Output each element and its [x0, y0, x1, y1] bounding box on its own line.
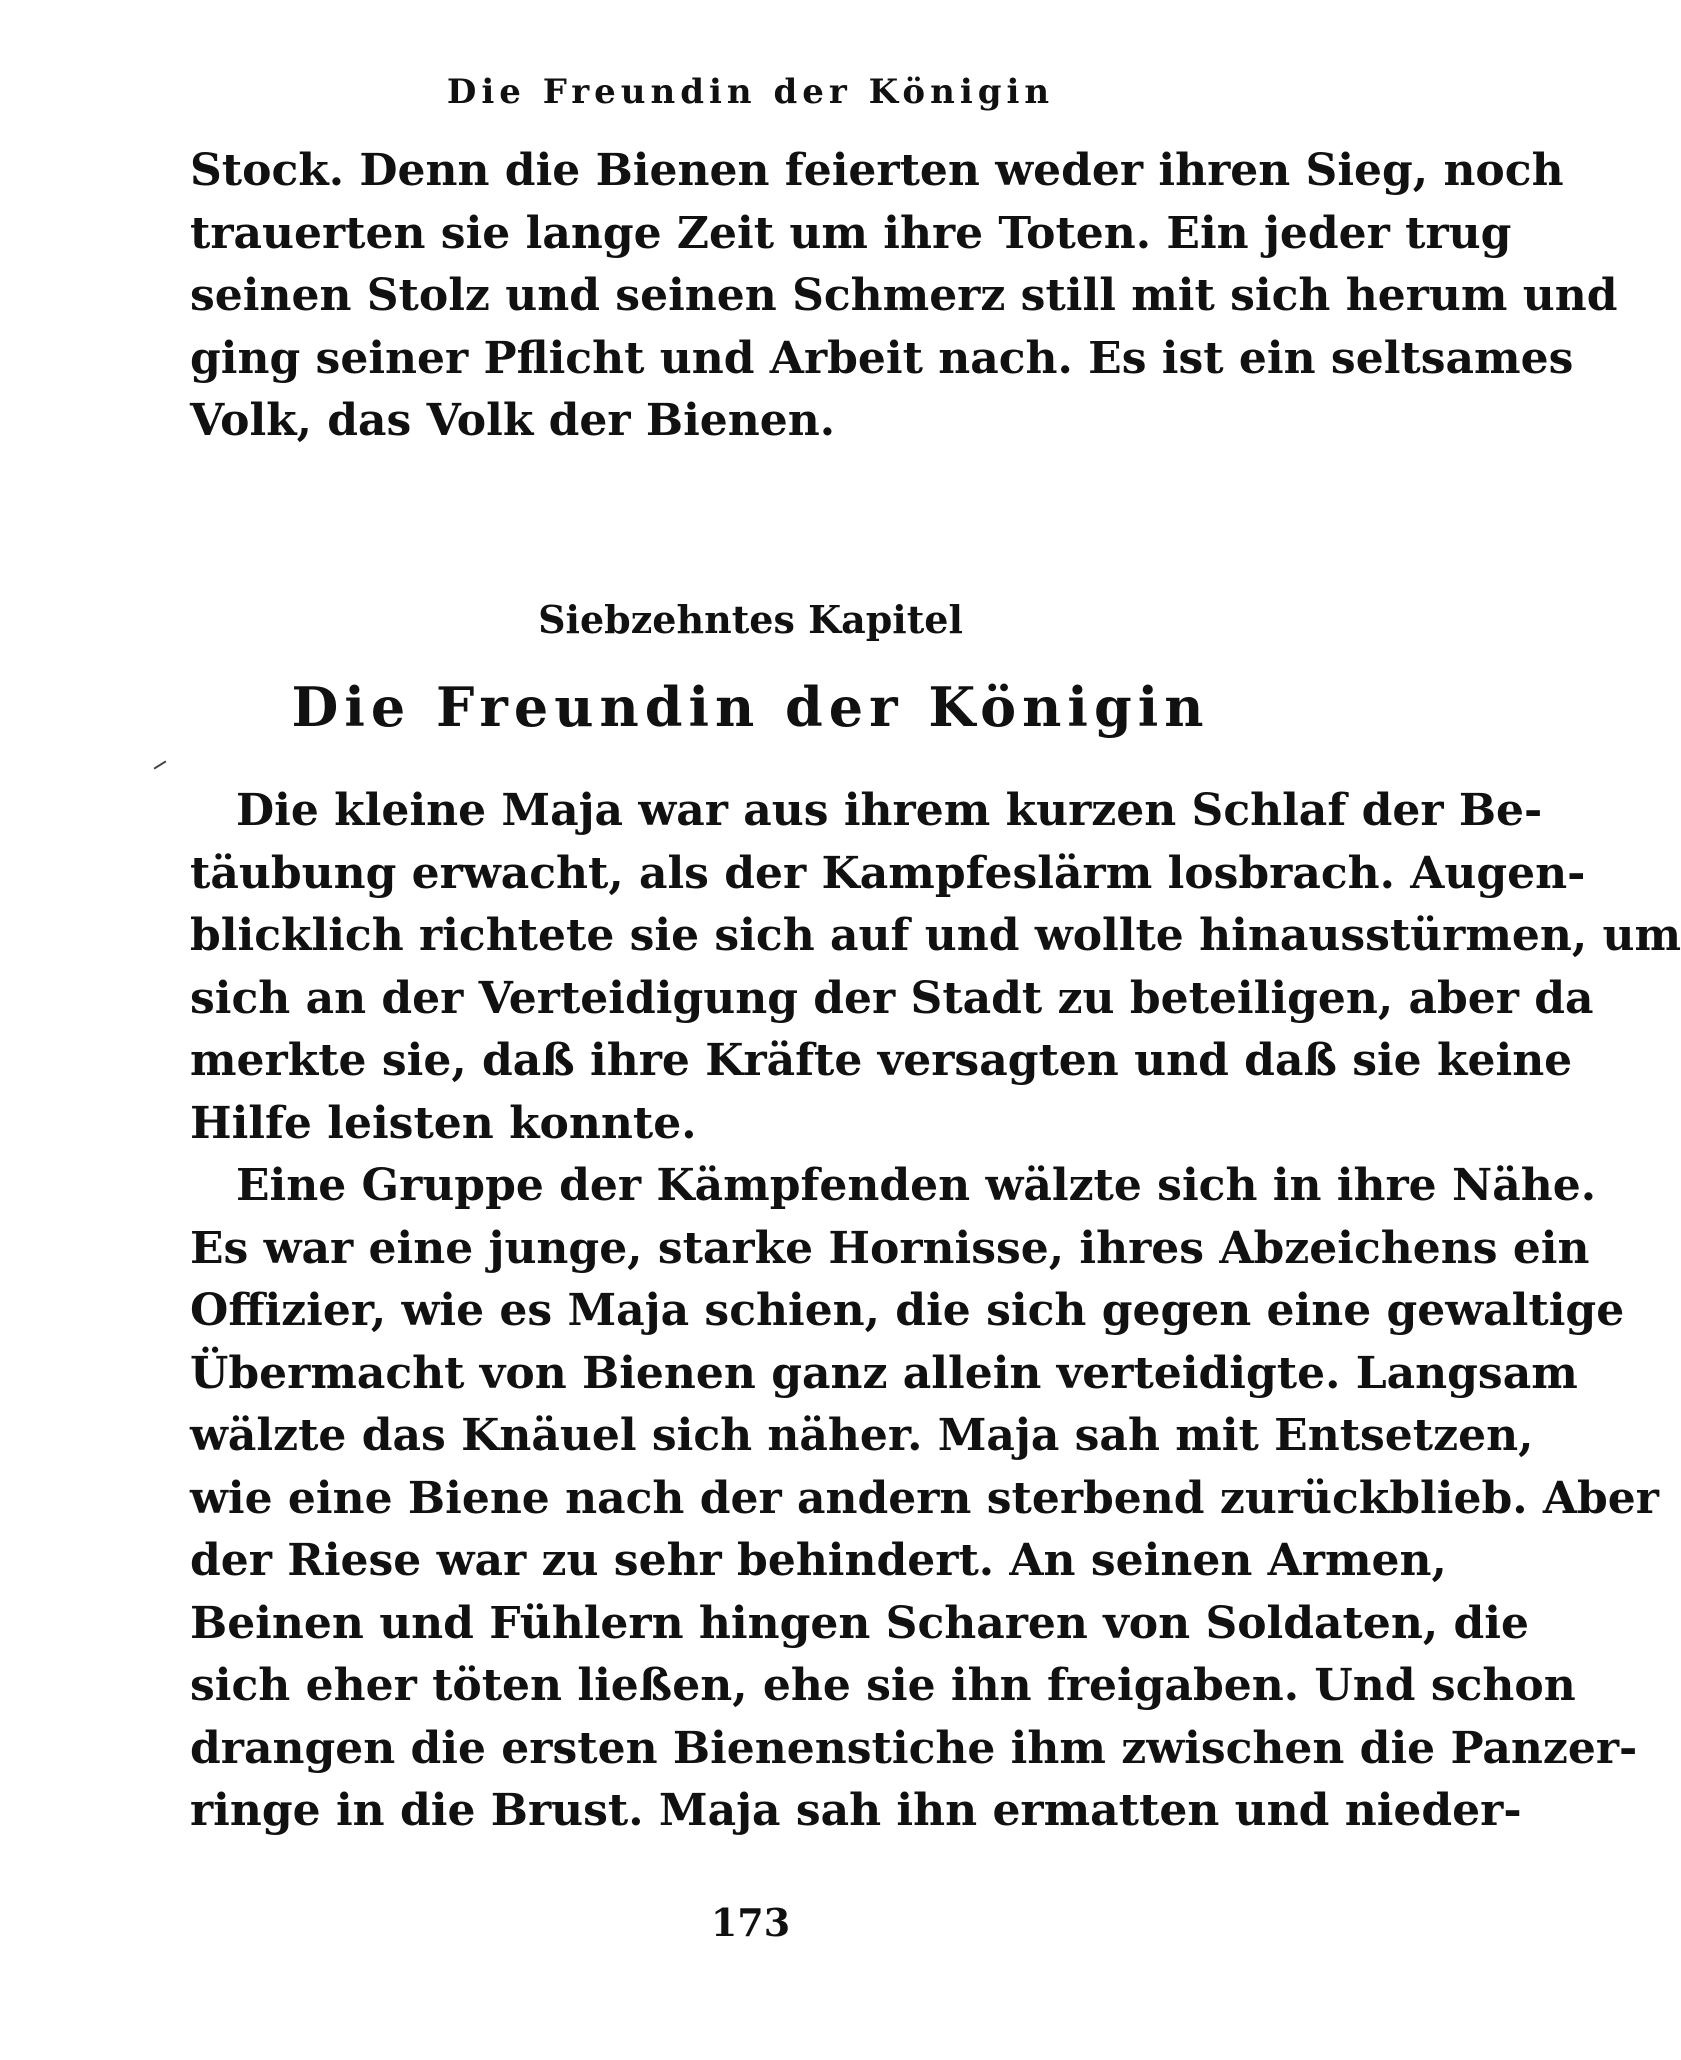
text-line: Hilfe leisten konnte.: [190, 1097, 697, 1149]
text-line: täubung erwacht, als der Kampfeslärm losbrach. Augen-: [190, 847, 1586, 899]
text-line: Es war eine junge, starke Hornisse, ihres Abzeichens ein: [190, 1222, 1590, 1274]
text-line: ging seiner Pflicht und Arbeit nach. Es ist ein seltsames: [190, 332, 1574, 384]
text-line: sich eher töten ließen, ehe sie ihn freigaben. Und schon: [190, 1660, 1576, 1711]
text-line: seinen Stolz und seinen Schmerz still mit sich herum und: [190, 270, 1618, 321]
text-line: wie eine Biene nach der andern sterbend zurückblieb. Aber: [190, 1472, 1659, 1524]
chapter-body: [190, 780, 1681, 1843]
text-line: Übermacht von Bienen ganz allein verteidigte. Langsam: [190, 1347, 1578, 1399]
chapter-number: Siebzehntes Kapitel: [538, 597, 963, 642]
stray-mark: [154, 760, 167, 769]
page-number: 173: [710, 1900, 791, 1945]
running-header: Die Freundin der Königin: [446, 72, 1055, 112]
text-line: wälzte das Knäuel sich näher. Maja sah mit Entsetzen,: [190, 1410, 1534, 1461]
text-line: Beinen und Fühlern hingen Scharen von Soldaten, die: [190, 1597, 1529, 1649]
text-line: ringe in die Brust. Maja sah ihn ermatten und nieder-: [190, 1785, 1522, 1836]
text-line: Stock. Denn die Bienen feierten weder ihren Sieg, noch: [190, 145, 1564, 196]
text-line: trauerten sie lange Zeit um ihre Toten. Ein jeder trug: [190, 207, 1512, 259]
chapter-title: Die Freundin der Königin: [291, 675, 1210, 739]
text-line: blicklich richtete sie sich auf und wollte hinausstürmen, um: [190, 910, 1681, 961]
text-line: Die kleine Maja war aus ihrem kurzen Schlaf der Be-: [236, 785, 1543, 836]
top-paragraph: [190, 140, 1618, 453]
text-line: Offizier, wie es Maja schien, die sich gegen eine gewaltige: [190, 1285, 1625, 1336]
text-line: sich an der Verteidigung der Stadt zu beteiligen, aber da: [190, 972, 1594, 1024]
text-line: Eine Gruppe der Kämpfenden wälzte sich in ihre Nähe.: [236, 1160, 1597, 1211]
text-line: der Riese war zu sehr behindert. An seinen Armen,: [190, 1535, 1447, 1586]
text-line: Volk, das Volk der Bienen.: [190, 395, 836, 446]
text-line: drangen die ersten Bienenstiche ihm zwischen die Panzer-: [190, 1722, 1638, 1774]
text-line: merkte sie, daß ihre Kräfte versagten und daß sie keine: [190, 1035, 1573, 1086]
